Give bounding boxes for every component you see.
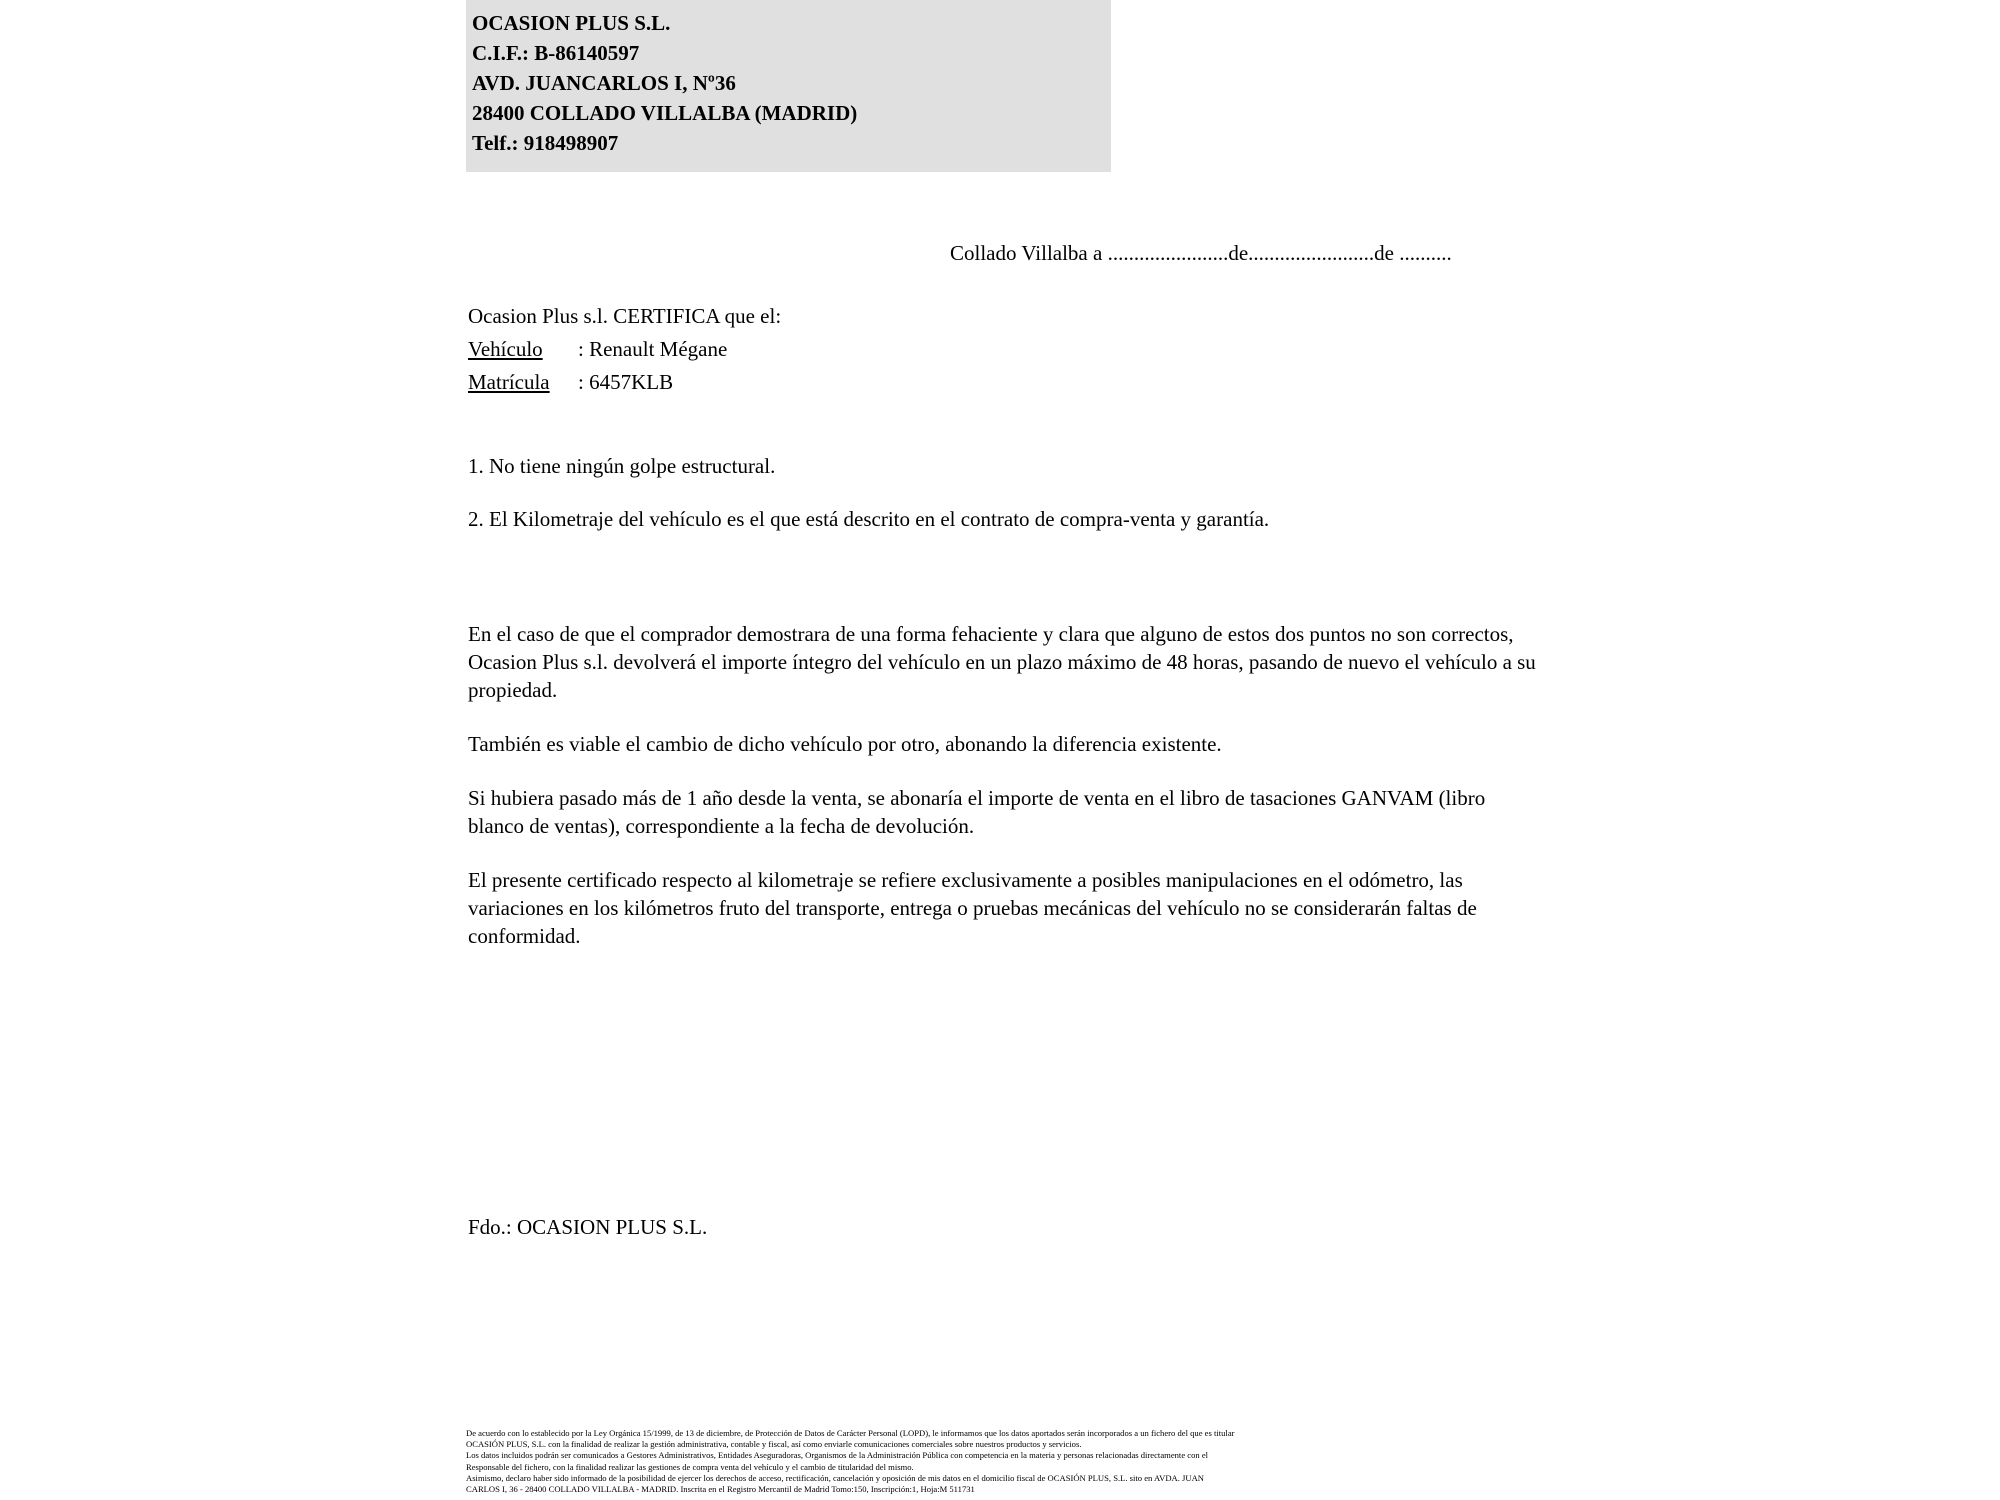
paragraph-vehicle-exchange: También es viable el cambio de dicho vehículo por otro, abonando la diferencia existente. (468, 732, 1222, 756)
letterhead-block (466, 0, 1111, 172)
legal-notice-line-5: Asimismo, declaro haber sido informado de la posibilidad de ejercer los derechos de acceso, rectificación, cancelación y oposición de mis datos en el domicilio fiscal de OCASIÓN PLUS, S.L. sito en AVDA. JUAN (466, 1472, 1205, 1483)
vehicle-model-row (468, 333, 727, 366)
legal-notice-line-1: De acuerdo con lo establecido por la Ley Orgánica 15/1999, de 13 de diciembre, de Protección de Datos de Carácter Personal (LOPD), le informamos que los datos aportados serán incorporados a un fichero del que es titular (466, 1428, 1235, 1438)
company-cif: C.I.F.: B-86140597 (472, 41, 640, 65)
certified-point-2: 2. El Kilometraje del vehículo es el que está descrito en el contrato de compra-venta y garantía. (468, 507, 1270, 531)
vehicle-model-label: Vehículo (468, 337, 543, 361)
company-name: OCASION PLUS S.L. (472, 11, 671, 35)
vehicle-plate-label: Matrícula (468, 370, 550, 394)
vehicle-plate-value: : 6457KLB (578, 370, 674, 394)
company-phone: Telf.: 918498907 (472, 131, 619, 155)
signature-line: Fdo.: OCASION PLUS S.L. (468, 1215, 708, 1239)
vehicle-plate-row (468, 366, 727, 399)
company-city: 28400 COLLADO VILLALBA (MADRID) (472, 101, 858, 125)
legal-notice-line-6: CARLOS I, 36 - 28400 COLLADO VILLALBA - MADRID. Inscrita en el Registro Mercantil de Madrid Tomo:150, Inscripción:1, Hoja:M 511731 (466, 1484, 975, 1495)
certified-points-list (468, 453, 1568, 559)
company-address: AVD. JUANCARLOS I, Nº36 (472, 71, 736, 95)
paragraph-odometer-scope: El presente certificado respecto al kilometraje se refiere exclusivamente a posibles manipulaciones en el odómetro, las variaciones en los kilómetros fruto del transporte, entrega o pruebas mecánicas del vehículo no se considerarán faltas de conformidad. (468, 868, 1477, 948)
paragraph-ganvam-valuation: Si hubiera pasado más de 1 año desde la venta, se abonaría el importe de venta en el libro de tasaciones GANVAM (libro blanco de ventas), correspondiente a la fecha de devolución. (468, 786, 1486, 838)
legal-notice-line-2: OCASIÓN PLUS, S.L. con la finalidad de realizar la gestión administrativa, contable y fiscal, así como enviarle comunicaciones comerciales sobre nuestros productos y servicios. (466, 1439, 1082, 1450)
certification-intro: Ocasion Plus s.l. CERTIFICA que el: (468, 304, 782, 328)
legal-notice-block (466, 1428, 1556, 1495)
paragraph-refund-terms: En el caso de que el comprador demostrara de una forma fehaciente y clara que alguno de estos dos puntos no son correctos, Ocasion Plus s.l. devolverá el importe íntegro del vehículo en un plazo máximo de 48 horas, pasando de nuevo el vehículo a su propiedad. (468, 622, 1536, 702)
vehicle-model-value: : Renault Mégane (578, 337, 728, 361)
certified-point-1: 1. No tiene ningún golpe estructural. (468, 454, 776, 478)
place-and-date-line: Collado Villalba a .......................de........................de .......... (950, 241, 1452, 265)
body-paragraphs (468, 620, 1538, 976)
vehicle-details (468, 333, 727, 399)
legal-notice-line-4: Responsable del fichero, con la finalidad realizar las gestiones de compra venta del vehículo y el cambio de titularidad del mismo. (466, 1461, 914, 1472)
legal-notice-line-3: Los datos incluidos podrán ser comunicados a Gestores Administrativos, Entidades Aseguradoras, Organismos de la Administración Pública con competencia en la materia y personas relacionadas directamente con el (466, 1450, 1209, 1461)
